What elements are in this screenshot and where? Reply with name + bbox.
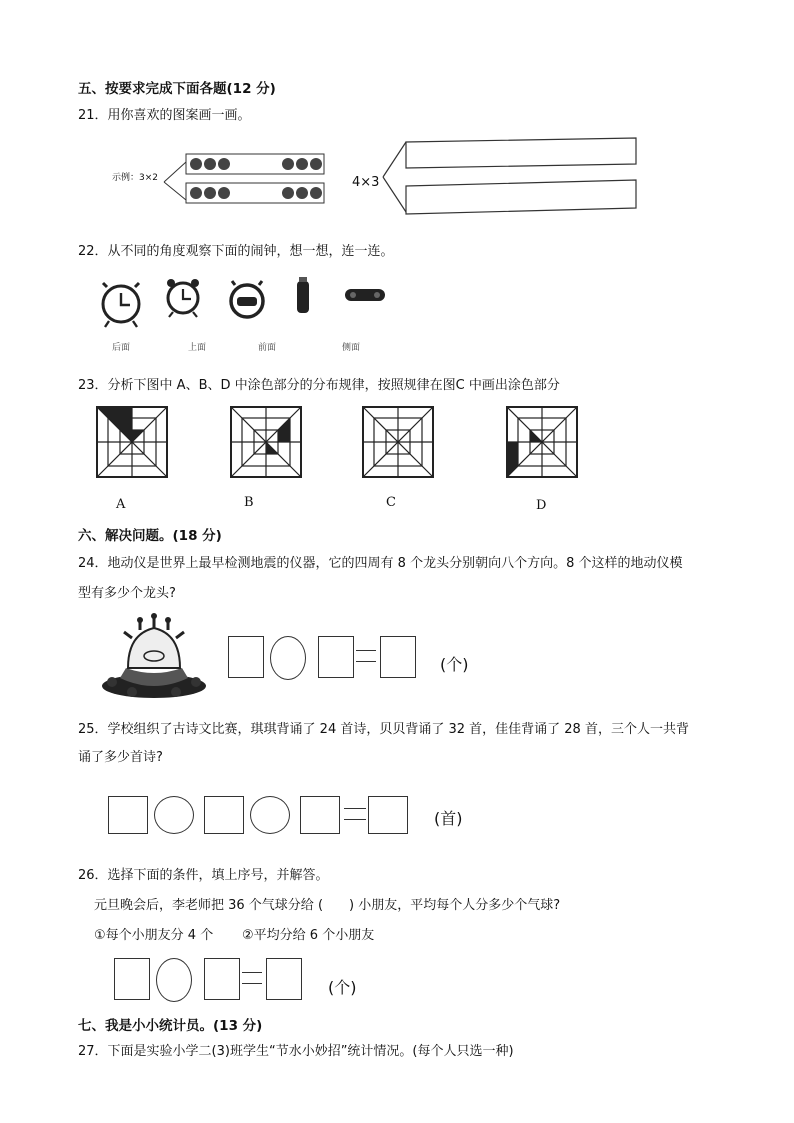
q25-answer-box-2[interactable] [204,796,244,834]
question-25-line1: 25．学校组织了古诗文比赛，琪琪背诵了 24 首诗，贝贝背诵了 32 首，佳佳背诵了 28 首，三个人一共背 [78,722,689,737]
label-side: 侧面 [342,343,361,353]
question-26: 26．选择下面的条件，填上序号，并解答。 [78,868,329,883]
q25-operator-oval-2[interactable] [250,796,290,834]
q25-unit: (首) [434,809,463,828]
pattern-square-d [506,406,578,478]
q25-answer-box-3[interactable] [300,796,340,834]
q26-operator-oval[interactable] [156,958,192,1002]
example-label: 示例：3×2 [112,173,158,183]
example-pattern [160,150,325,210]
clock-back-icon [103,283,139,327]
clock-top-icon [167,279,199,317]
label-d: D [536,498,547,513]
question-23: 23．分析下图中 A、B、D 中涂色部分的分布规律，按照规律在图C 中画出涂色部分 [78,378,560,393]
option-1[interactable]: ①每个小朋友分 4 个 [94,928,214,943]
equals-sign [344,808,366,820]
q24-operator-oval[interactable] [270,636,306,680]
q25-operator-oval-1[interactable] [154,796,194,834]
q26-result-box[interactable] [266,958,302,1000]
label-b: B [244,495,254,510]
q24-unit: (个) [440,655,469,674]
label-c: C [386,495,396,510]
pattern-square-c[interactable] [362,406,434,478]
clock-side-icon [297,277,309,313]
equals-sign [242,972,262,984]
label-back: 后面 [112,343,131,353]
q25-result-box[interactable] [368,796,408,834]
q26-answer-box-1[interactable] [114,958,150,1000]
q24-answer-box-1[interactable] [228,636,264,678]
q24-result-box[interactable] [380,636,416,678]
question-24-line1: 24．地动仪是世界上最早检测地震的仪器，它的四周有 8 个龙头分别朝向八个方向。8 个这样的地动仪模 [78,556,683,571]
expr-4x3: 4×3 [352,175,380,190]
question-25-line2: 诵了多少首诗? [78,750,163,765]
section-7-title: 七、我是小小统计员。(13 分) [78,1018,263,1034]
question-21: 21．用你喜欢的图案画一画。 [78,108,251,123]
label-front: 前面 [258,343,277,353]
q26-answer-box-2[interactable] [204,958,240,1000]
answer-frames[interactable] [380,132,642,220]
q25-answer-box-1[interactable] [108,796,148,834]
clock-front-icon [231,281,263,317]
pattern-square-b [230,406,302,478]
clock-views [95,275,395,335]
q26-unit: (个) [328,978,357,997]
label-top: 上面 [188,343,207,353]
question-26-line1: 元旦晚会后，李老师把 36 个气球分给 ( ) 小朋友，平均每个人分多少个气球? [94,898,561,913]
option-2[interactable]: ②平均分给 6 个小朋友 [242,928,375,943]
question-27: 27．下面是实验小学二(3)班学生“节水小妙招”统计情况。(每个人只选一种) [78,1044,514,1059]
equals-sign [356,650,376,662]
q24-answer-box-2[interactable] [318,636,354,678]
seismograph-image [98,612,210,700]
question-24-line2: 型有多少个龙头? [78,586,176,601]
pattern-square-a [96,406,168,478]
question-22: 22．从不同的角度观察下面的闹钟，想一想，连一连。 [78,244,394,259]
clock-lying-icon [345,289,385,301]
section-5-title: 五、按要求完成下面各题(12 分) [78,81,276,97]
section-6-title: 六、解决问题。(18 分) [78,528,222,544]
label-a: A [116,497,126,512]
